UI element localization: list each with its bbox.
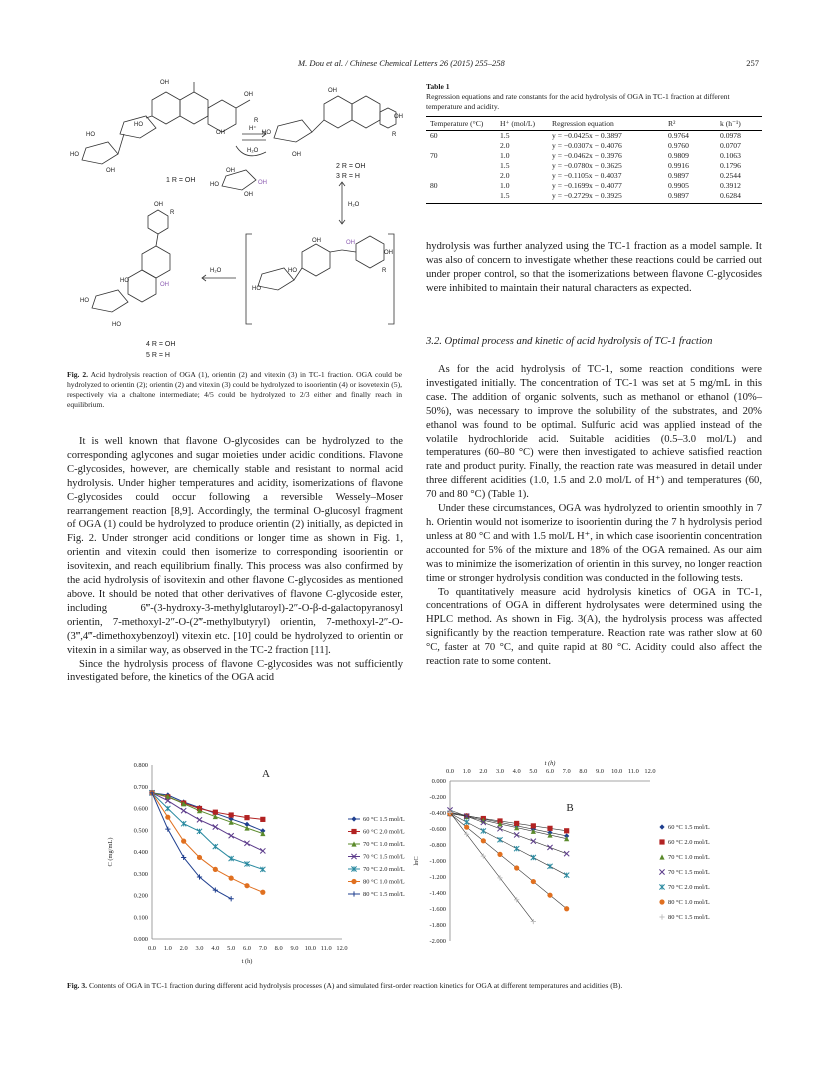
data-point [181,808,186,813]
data-point [531,855,536,860]
table-cell: 60 [430,131,438,140]
running-title: M. Dou et al. / Chinese Chemical Letters 26 (2015) 255–258 [298,58,505,68]
legend-marker [659,824,664,829]
series [149,790,265,853]
ho-label: HO [210,182,219,188]
y-tick-label: -1.000 [429,858,446,865]
compound-3-label: 3 R = H [336,173,360,180]
legend-label: 80 °C 1.5 mol/L [668,914,710,922]
paragraph: Under these circumstances, OGA was hydrolyzed to orientin smoothly in 7 h. Orientin would not isomerize to isoorientin during the 7 h hydrolysis period unless at 80 °C and with 1.5 mol/L H⁺, in which case isoorientin concentration accounted for 5% of the mixture and 18% of the OGA remained. As our aim was to minimize the isomerization of orientin in this survey, no longer reaction time or stronger hydrolysis condition was conducted in the following tests. [426,503,762,584]
series [447,811,569,833]
legend-label: 70 °C 1.0 mol/L [668,854,710,862]
r-label: R [254,118,259,124]
legend-marker [659,869,664,874]
legend-marker [351,816,356,821]
oh-label: OH [292,152,301,158]
data-point [197,829,202,834]
panel-label: A [262,768,270,780]
legend-label: 60 °C 2.0 mol/L [363,828,405,836]
table-row [426,171,762,181]
oh-label: OH [328,88,337,94]
data-point [547,893,552,898]
x-tick-label: 0.0 [148,945,156,952]
series [149,790,265,872]
data-point [213,867,218,872]
x-tick-label: 4.0 [512,768,521,775]
paragraph: hydrolysis was further analyzed using the TC-1 fraction as a model sample. It was also of concern to investigate whether these reactions could be carried out under proper control, so that the isomerizations between flavone C-glycosides were inhibited to maintain their natural characters as expected. [426,241,762,294]
table-cell: 2.0 [500,171,510,180]
data-point [244,841,249,846]
compound-2-label: 2 R = OH [336,163,366,170]
data-point [547,845,552,850]
oh-label: OH [154,202,163,208]
legend-label: 70 °C 1.0 mol/L [363,841,405,849]
table-row [426,181,762,191]
data-point [547,826,552,831]
legend-label: 80 °C 1.0 mol/L [363,878,405,886]
y-tick-label: 0.000 [431,778,446,785]
left-column-text [67,435,403,685]
series [447,811,569,878]
y-tick-label: 0.500 [133,827,148,835]
table-cell: 0.1796 [720,161,741,170]
paragraph: To quantitatively measure acid hydrolysis kinetics of OGA in TC-1, concentrations of OGA in different hydrolysates were determined using the HPLC method. As shown in Fig. 3(A), the hydrolysis process was affected significantly by the reaction temperature. Reaction rate was rather slow at 60 °C, faster at 70 °C, and quite rapid at 80 °C. Acidity could also affect the reaction rate to some content. [426,586,762,668]
table-cell: y = −0.1105x − 0.4037 [552,171,622,180]
data-point [564,836,569,841]
page-number: 257 [746,58,759,68]
y-tick-label: 0.300 [133,870,148,878]
data-point [197,855,202,860]
table-cell: y = −0.2729x − 0.3925 [548,191,664,204]
table1-caption: Regression equations and rate constants for the acid hydrolysis of OGA in TC-1 fraction at different temperature and acidity. [426,92,730,111]
y-axis-label: lnC [413,856,420,866]
x-tick-label: 3.0 [496,768,504,775]
table1 [426,82,762,204]
x-tick-label: 0.0 [446,768,454,775]
table1-label: Table 1 [426,82,450,91]
ho-label: HO [134,122,143,128]
table-cell: 1.5 [500,131,510,140]
ho-label: HO [120,278,129,284]
table-cell: 80 [430,181,438,190]
data-point [244,815,249,820]
legend-marker [659,884,664,889]
table-cell: y = −0.0462x − 0.3976 [552,151,622,160]
oh-label: OH [160,282,169,288]
paragraph: It is well known that flavone O-glycosides can be hydrolyzed to the corresponding aglycones and sugar moieties under acidic conditions. Flavone C-glycosides, however, are chemically stable and resistant to normal acid hydrolysis. Under higher temperatures and acidity, isomerizations of flavone C-glycosides could occur following a reversible Wessely–Moser rearrangement reaction [8,9]. Accordingly, the terminal O-glucosyl fragment of OGA (1) could be hydrolyzed to produce orientin (2) initially, as depicted in Fig. 2. Under stronger acid conditions or longer time as shown in Fig. 1, orientin and vitexin could then isomerize to corresponding isoorientin or isovitexin, and reach equilibrium finally. This process was also confirmed by the acid hydrolysis of isovitexin and other flavone C-glycosides as mentioned above. It should be noted that other derivatives of flavone C-glycoside ester, including 6‴-(3-hydroxy-3-methylglutaroyl)-2″-O-β-d-galactopyranosyl orientin, 7-methoxyl-2″-O-(2‴-methylbutyryl) orientin, 7-methoxyl-2″-O-(3‴,4‴-dimethoxybenzoyl) vitexin etc. [10] could be hydrolyzed to orientin or vitexin in a similar way, as observed in the TC-2 fraction [11]. [67,436,403,656]
legend-marker [659,854,664,859]
x-tick-label: 9.0 [290,945,299,952]
data-point [464,832,469,837]
y-tick-label: 0.800 [133,762,148,769]
ho-label: HO [262,130,271,136]
data-point [229,812,234,817]
oh-label: OH [216,130,225,136]
data-point [244,825,249,830]
compound-4-label: 4 R = OH [146,341,176,348]
data-point [481,838,486,843]
table-row [426,141,762,151]
oh-label: OH [244,92,253,98]
table-cell: 0.9897 [664,191,716,204]
x-tick-label: 10.0 [304,945,316,952]
data-point [464,820,469,825]
paragraph: As for the acid hydrolysis of TC-1, some reaction conditions were investigated initially. The concentration of TC-1 was set at 5 mg/mL in this case. The addition of organic solvents, such as methanol or ethanol (10%–50%), was necessary to improve the solubility of the substrates, and 20% ethanol was found to be optimal. Sulfuric acid was applied instead of the volatile hydrochloride acid. Suitable acidities (0.5–3.0 mol/L) and temperatures (60–80 °C) were then investigated to achieve satisfied reaction rate and product purity. Finally, the reaction rate was measured in detail under three different acidities (1.0, 1.5 and 2.0 mol/L of H⁺) and temperatures (60, 70 and 80 °C) (Table 1). [426,364,762,501]
data-point [229,896,234,901]
y-tick-label: 0.400 [133,849,148,856]
y-tick-label: 0.100 [133,914,148,922]
y-tick-label: 0.700 [133,783,148,791]
table-row [426,161,762,171]
table-cell [426,161,496,171]
data-point [165,806,170,811]
x-tick-label: 8.0 [579,768,588,775]
data-point [564,873,569,878]
compound-1-label: 1 R = OH [166,177,196,184]
x-tick-label: 1.0 [163,945,172,952]
x-tick-label: 11.0 [627,768,639,775]
data-point [514,865,519,870]
x-tick-label: 5.0 [227,945,236,952]
data-point [260,831,265,836]
x-tick-label: 2.0 [179,945,188,952]
chart-b [410,755,740,965]
table-row [426,191,762,204]
table-cell: 1.0 [500,151,510,160]
table-cell: 0.9905 [668,181,689,190]
table-cell: 1.0 [500,181,510,190]
legend-label: 80 °C 1.0 mol/L [668,899,710,907]
table-cell: 1.5 [500,161,510,170]
table-header: H⁺ (mol/L) [496,117,548,131]
legend-label: 60 °C 1.5 mol/L [668,824,710,832]
data-point [531,839,536,844]
data-point [244,883,249,888]
y-tick-label: 0.000 [133,936,148,943]
table-cell: 0.9764 [668,131,689,140]
fig3-caption-text: Contents of OGA in TC-1 fraction during different acid hydrolysis processes (A) and simulated first-order reaction kinetics for OGA at different temperatures and acidities (B). [88,981,623,990]
table-cell: y = −0.0780x − 0.3625 [552,161,622,170]
fig3-label: Fig. 3. [67,981,88,990]
table-cell: y = −0.0307x − 0.4076 [552,141,622,150]
table-cell: 2.0 [500,141,510,150]
panel-label: B [566,802,574,814]
chart-a [100,755,410,965]
x-tick-label: 7.0 [258,945,267,952]
table-header: k (h⁻¹) [716,117,762,131]
y-tick-label: -1.200 [429,874,446,881]
data-point [229,820,234,825]
y-tick-label: -1.600 [429,906,446,913]
x-tick-label: 11.0 [320,945,332,952]
data-point [244,861,249,866]
y-tick-label: -1.800 [429,922,446,929]
data-point [531,919,536,924]
data-point [181,839,186,844]
y-tick-label: 0.200 [133,892,148,900]
x-tick-label: 9.0 [596,768,604,775]
table-cell [426,141,496,151]
table-cell: 70 [430,151,438,160]
data-point [260,848,265,853]
fig2-caption-text: Acid hydrolysis reaction of OGA (1), orientin (2) and vitexin (3) in TC-1 fraction. OGA could be hydrolyzed to orientin (2); orientin (2) and vitexin (3) could be hydrolyzed to isoorientin (4) or isovetexin (5), respectively via a chaltone intermediate; 4/5 could be hydrolyzed to 2/3 either and finally reach in equilibrium. [67,370,402,409]
table-cell: 0.6284 [716,191,762,204]
y-axis-label: C (mg/mL) [107,837,114,867]
y-tick-label: -0.800 [429,842,446,849]
data-point [481,853,486,858]
data-point [514,897,519,902]
fig2-label: Fig. 2. [67,370,89,379]
data-point [229,833,234,838]
data-point [497,837,502,842]
x-axis-label: t (h) [241,958,253,965]
fig2-caption [67,370,402,410]
h2o-label: H₂O [348,202,360,208]
x-tick-label: 6.0 [243,945,251,952]
y-tick-label: 0.600 [133,805,148,813]
x-tick-label: 4.0 [211,945,220,952]
table1-grid [426,116,762,204]
table-header: Regression equation [548,117,664,131]
compound-5-label: 5 R = H [146,352,170,359]
data-point [229,876,234,881]
x-tick-label: 2.0 [479,768,488,775]
right-column-text-2 [426,363,762,669]
x-tick-label: 8.0 [274,945,283,952]
legend-marker [659,899,664,904]
oh-label: OH [312,238,321,244]
legend-label: 70 °C 2.0 mol/L [363,866,405,874]
data-point [547,864,552,869]
table-cell: y = −0.0425x − 0.3897 [552,131,622,140]
data-point [229,856,234,861]
table-cell: 0.0707 [720,141,741,150]
h2o-label: H₂O [247,148,259,154]
legend-label: 80 °C 1.5 mol/L [363,891,405,899]
x-tick-label: 6.0 [546,768,554,775]
data-point [213,824,218,829]
legend-marker [351,891,356,896]
paragraph: Since the hydrolysis process of flavone C-glycosides was not sufficiently investigated before, the kinetics of the OGA acid [67,658,403,684]
data-point [181,821,186,826]
x-tick-label: 5.0 [529,768,538,775]
legend-marker [659,914,664,919]
legend-label: 70 °C 2.0 mol/L [668,884,710,892]
ho-label: HO [288,268,297,274]
data-point [213,844,218,849]
fig3-caption [67,981,763,991]
table-cell: 1.5 [496,191,548,204]
legend-label: 60 °C 2.0 mol/L [668,839,710,847]
data-point [260,890,265,895]
data-point [481,828,486,833]
oh-label: OH [226,168,235,174]
oh-label: OH [384,250,393,256]
legend-label: 70 °C 1.5 mol/L [668,869,710,877]
x-tick-label: 1.0 [462,768,471,775]
section-title: 3.2. Optimal process and kinetic of acid hydrolysis of TC-1 fraction [426,336,713,347]
x-tick-label: 10.0 [611,768,623,775]
data-point [165,815,170,820]
legend-label: 70 °C 1.5 mol/L [363,853,405,861]
data-point [531,823,536,828]
table-cell: 0.3912 [720,181,741,190]
table-cell: 0.9760 [668,141,689,150]
data-point [165,827,170,832]
legend-marker [351,879,356,884]
table-row [426,151,762,161]
x-tick-label: 12.0 [336,945,348,952]
y-tick-label: -2.000 [429,938,446,945]
r-label: R [382,268,387,274]
table-cell: 0.9916 [668,161,689,170]
y-tick-label: -1.400 [429,890,446,897]
data-point [497,875,502,880]
right-column-text-1 [426,240,762,296]
table-cell: 0.0978 [720,131,741,140]
x-tick-label: 7.0 [562,768,571,775]
hplus-label: H⁺ [249,126,257,132]
data-point [464,825,469,830]
table-header: R² [664,117,716,131]
data-point [531,879,536,884]
oh-label: OH [244,192,253,198]
oh-label: OH [258,180,267,186]
data-point [564,906,569,911]
data-point [497,826,502,831]
table-cell [426,171,496,181]
ho-label: HO [70,152,79,158]
table-header: Temperature (°C) [426,117,496,131]
data-point [197,817,202,822]
data-point [514,846,519,851]
table-cell: 0.9897 [668,171,689,180]
ho-label: HO [112,322,121,328]
table-row [426,131,762,142]
y-tick-label: -0.400 [429,810,446,817]
oh-label: OH [346,240,355,246]
r-label: R [392,132,397,138]
ho-label: HO [80,298,89,304]
y-tick-label: -0.600 [429,826,446,833]
x-tick-label: 12.0 [644,768,656,775]
x-tick-label: 3.0 [195,945,204,952]
y-tick-label: -0.200 [429,794,446,801]
series-line [152,793,231,899]
legend-marker [659,839,664,844]
reaction-scheme [66,74,406,364]
data-point [514,832,519,837]
ho-label: HO [252,286,261,292]
table-cell [426,191,496,204]
oh-label: OH [394,114,403,120]
h2o-label: H₂O [210,268,222,274]
oh-label: OH [106,168,115,174]
r-label: R [170,210,175,216]
legend-marker [351,829,356,834]
table-cell: y = −0.1699x − 0.4077 [552,181,622,190]
ho-label: HO [86,132,95,138]
data-point [497,852,502,857]
data-point [260,867,265,872]
data-point [564,851,569,856]
oh-label: OH [160,80,169,86]
data-point [564,828,569,833]
table-cell: 0.1063 [720,151,741,160]
table-cell: 0.2544 [720,171,741,180]
x-axis-label: t (h) [544,760,556,767]
data-point [260,817,265,822]
legend-label: 60 °C 1.5 mol/L [363,816,405,824]
table-cell: 0.9809 [668,151,689,160]
